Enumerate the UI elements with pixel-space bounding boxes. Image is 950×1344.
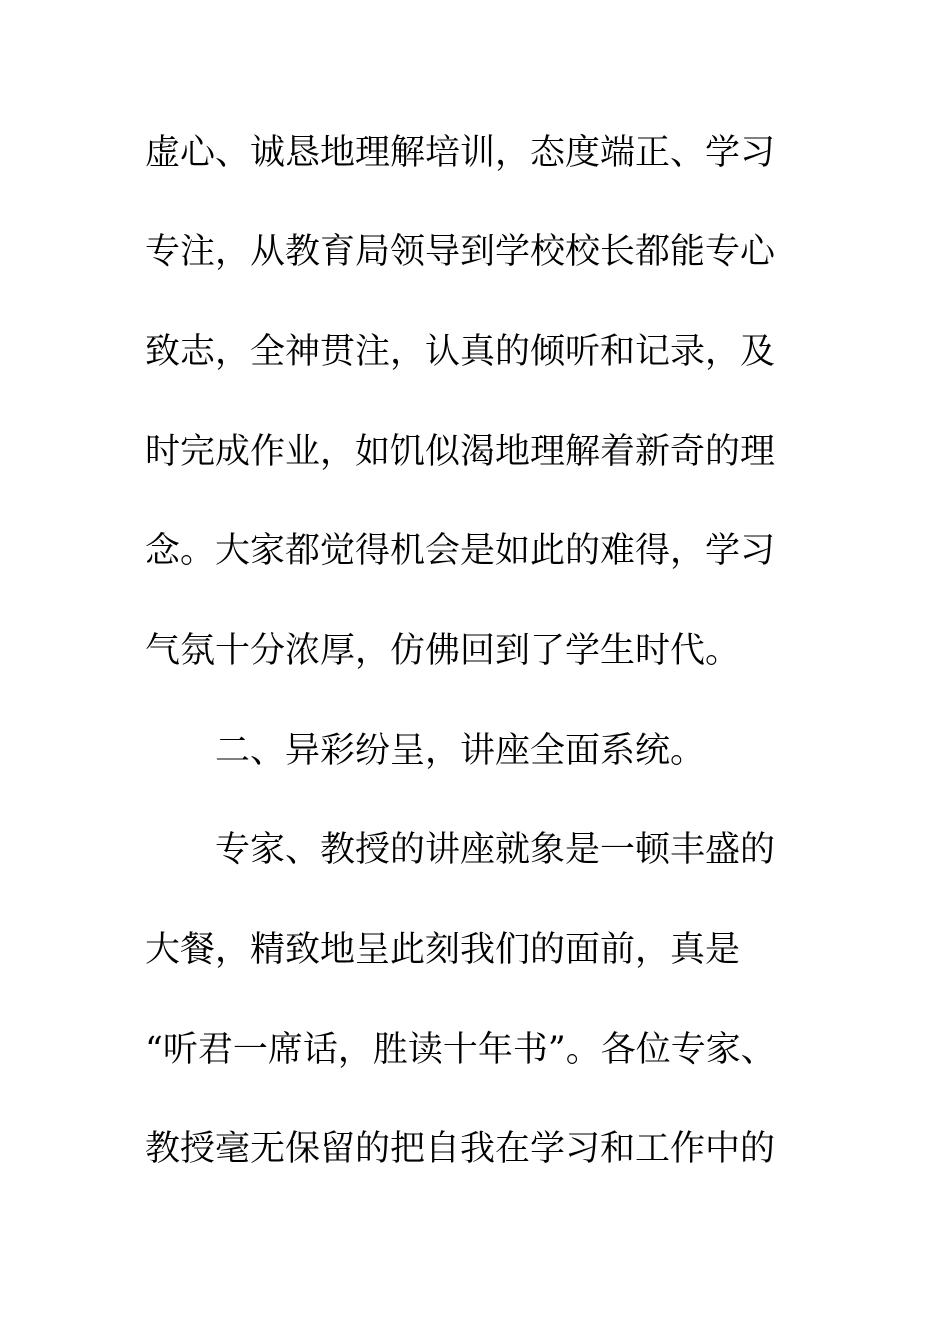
body-text-line: 念。大家都觉得机会是如此的难得，学习 [145,531,776,571]
body-text-line: “听君一席话，胜读十年书”。各位专家、 [145,1030,776,1070]
body-text-line: 虚心、诚恳地理解培训，态度端正、学习 [145,133,776,173]
body-text-line: 致志，全神贯注，认真的倾听和记录，及 [145,332,776,372]
body-text-line: 教授毫无保留的把自我在学习和工作中的 [145,1129,776,1169]
body-text-line: 时完成作业，如饥似渴地理解着新奇的理 [145,432,776,472]
body-text-line: 气氛十分浓厚，仿佛回到了学生时代。 [145,631,741,671]
section-heading: 二、异彩纷呈，讲座全面系统。 [215,731,706,771]
paragraph-first-line: 专家、教授的讲座就象是一顿丰盛的 [215,830,776,870]
body-text-line: 大餐，精致地呈此刻我们的面前，真是 [145,930,741,970]
body-text-line: 专注，从教育局领导到学校校长都能专心 [145,232,776,272]
